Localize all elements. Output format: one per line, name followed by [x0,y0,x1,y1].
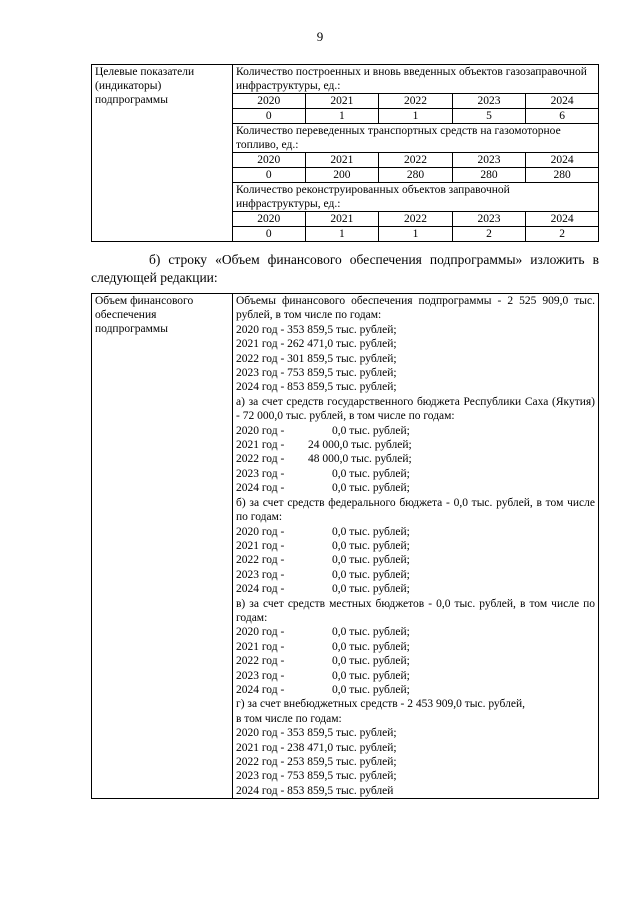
indicator-title: Количество построенных и вновь введенных объектов газозаправочной инфраструктуры, ед.: [236,66,587,92]
indicator-value: 1 [305,227,379,242]
finance-label-line: обеспечения [95,309,157,321]
finance-line: 2022 год - 301 859,5 тыс. рублей; [236,352,397,365]
finance-line [236,539,595,553]
indicator-title: Количество реконструированных объектов заправочной инфраструктуры, ед.: [233,183,598,212]
finance-amount: 0,0 тыс. рублей; [332,655,410,668]
indicator-title: Количество переведенных транспортных средств на газомоторное топливо, ед.: [233,124,598,153]
finance-line [236,654,595,668]
finance-line: 2023 год - 753 859,5 тыс. рублей; [236,770,397,783]
finance-line: 2020 год - 353 859,5 тыс. рублей; [236,323,397,336]
indicator-value: 1 [379,109,453,124]
finance-year: 2022 год - [236,554,285,567]
finance-amount: 0,0 тыс. рублей; [332,424,410,437]
indicator-year: 2020 [233,153,305,168]
indicator-value: 280 [379,168,453,183]
finance-line: 2024 год - 853 859,5 тыс. рублей; [236,381,397,394]
finance-year: 2021 год - [236,539,285,552]
finance-line: 2023 год - 753 859,5 тыс. рублей; [236,367,397,380]
finance-line: Объемы финансового обеспечения подпрограммы - 2 525 909,0 тыс. рублей, в том числе по годам: [236,295,595,322]
finance-label-line: Объем финансового [95,295,194,307]
finance-amount: 0,0 тыс. рублей; [332,554,410,567]
indicator-value: 0 [233,227,305,242]
instruction-text: б) строку «Объем финансового обеспечения подпрограммы» изложить в следующей редакции: [91,252,599,285]
indicators-label [92,65,233,242]
indicators-values [233,65,599,242]
indicator-year: 2020 [233,212,305,227]
finance-line [236,640,595,654]
finance-amount: 0,0 тыс. рублей; [332,683,410,696]
finance-year: 2023 год - [236,467,285,480]
finance-amount: 0,0 тыс. рублей; [332,568,410,581]
indicator-year: 2024 [526,94,598,109]
finance-line: 2024 год - 853 859,5 тыс. рублей [236,784,394,797]
finance-amount: 0,0 тыс. рублей; [332,482,410,495]
finance-line [236,568,595,582]
finance-line: 2022 год - 253 859,5 тыс. рублей; [236,756,397,768]
indicator-value: 280 [452,168,526,183]
finance-line [236,683,595,697]
finance-line [236,625,595,639]
indicator-value: 200 [305,168,379,183]
finance-details [233,294,599,799]
finance-line [236,452,595,466]
indicator-value: 0 [233,109,305,124]
finance-line: в) за счет средств местных бюджетов - 0,0 тыс. рублей, в том числе по годам: [236,597,595,624]
indicator-value: 6 [526,109,598,124]
finance-amount: 0,0 тыс. рублей; [332,525,410,538]
indicators-label-line: подпрограммы [95,94,168,106]
finance-line: 2020 год - 353 859,5 тыс. рублей; [236,727,397,740]
indicator-year: 2023 [452,212,526,227]
instruction-paragraph [91,251,599,287]
indicator-year: 2023 [452,94,526,109]
indicator-year: 2024 [526,212,598,227]
indicator-year: 2021 [305,153,379,168]
finance-amount: 0,0 тыс. рублей; [332,583,410,596]
page-number: 9 [316,29,324,44]
finance-year: 2021 год - [236,439,285,452]
indicator-value: 1 [305,109,379,124]
indicator-value: 2 [452,227,526,242]
indicators-label-line: Целевые показатели [95,66,195,78]
finance-table [91,293,599,799]
finance-label-line: подпрограммы [95,323,168,335]
finance-amount: 0,0 тыс. рублей; [332,467,410,480]
indicator-value: 5 [452,109,526,124]
indicators-table [91,64,599,242]
finance-year: 2024 год - [236,482,285,495]
finance-year: 2023 год - [236,669,285,682]
indicator-value: 280 [526,168,598,183]
indicator-year: 2024 [526,153,598,168]
indicators-label-line: (индикаторы) [95,80,162,92]
finance-year: 2024 год - [236,583,285,596]
finance-year: 2024 год - [236,683,285,696]
finance-line [236,424,595,438]
indicator-value: 1 [379,227,453,242]
finance-year: 2023 год - [236,568,285,581]
indicator-year: 2021 [305,94,379,109]
finance-year: 2021 год - [236,640,285,653]
indicator-year: 2021 [305,212,379,227]
finance-line: в том числе по годам: [236,712,342,725]
finance-line [236,669,595,683]
finance-amount: 0,0 тыс. рублей; [332,640,410,653]
finance-year: 2020 год - [236,424,285,437]
finance-line: б) за счет средств федерального бюджета - 0,0 тыс. рублей, в том числе по годам: [236,496,595,524]
finance-year: 2020 год - [236,626,285,639]
finance-line: а) за счет средств государственного бюджета Республики Саха (Якутия) - 72 000,0 тыс. рублей, в том числе по годам: [236,395,595,423]
finance-amount: 48 000,0 тыс. рублей; [308,453,412,466]
indicator-year: 2022 [379,94,453,109]
finance-line: г) за счет внебюджетных средств - 2 453 909,0 тыс. рублей, [236,698,525,711]
indicator-year: 2022 [379,153,453,168]
finance-line [236,553,595,567]
finance-amount: 0,0 тыс. рублей; [332,669,410,682]
finance-line: 2021 год - 262 471,0 тыс. рублей; [236,338,397,351]
finance-year: 2020 год - [236,525,285,538]
indicator-value: 2 [526,227,598,242]
finance-line [236,438,595,452]
indicator-year: 2022 [379,212,453,227]
finance-line [236,481,595,495]
finance-year: 2022 год - [236,453,285,466]
indicator-year: 2023 [452,153,526,168]
finance-line [236,467,595,481]
finance-amount: 0,0 тыс. рублей; [332,626,410,639]
finance-amount: 24 000,0 тыс. рублей; [308,439,412,452]
finance-line [236,582,595,596]
finance-line: 2021 год - 238 471,0 тыс. рублей; [236,741,397,754]
finance-line [236,525,595,539]
finance-label [92,294,233,799]
finance-year: 2022 год - [236,655,285,668]
indicator-year: 2020 [233,94,305,109]
finance-amount: 0,0 тыс. рублей; [332,539,410,552]
indicator-value: 0 [233,168,305,183]
